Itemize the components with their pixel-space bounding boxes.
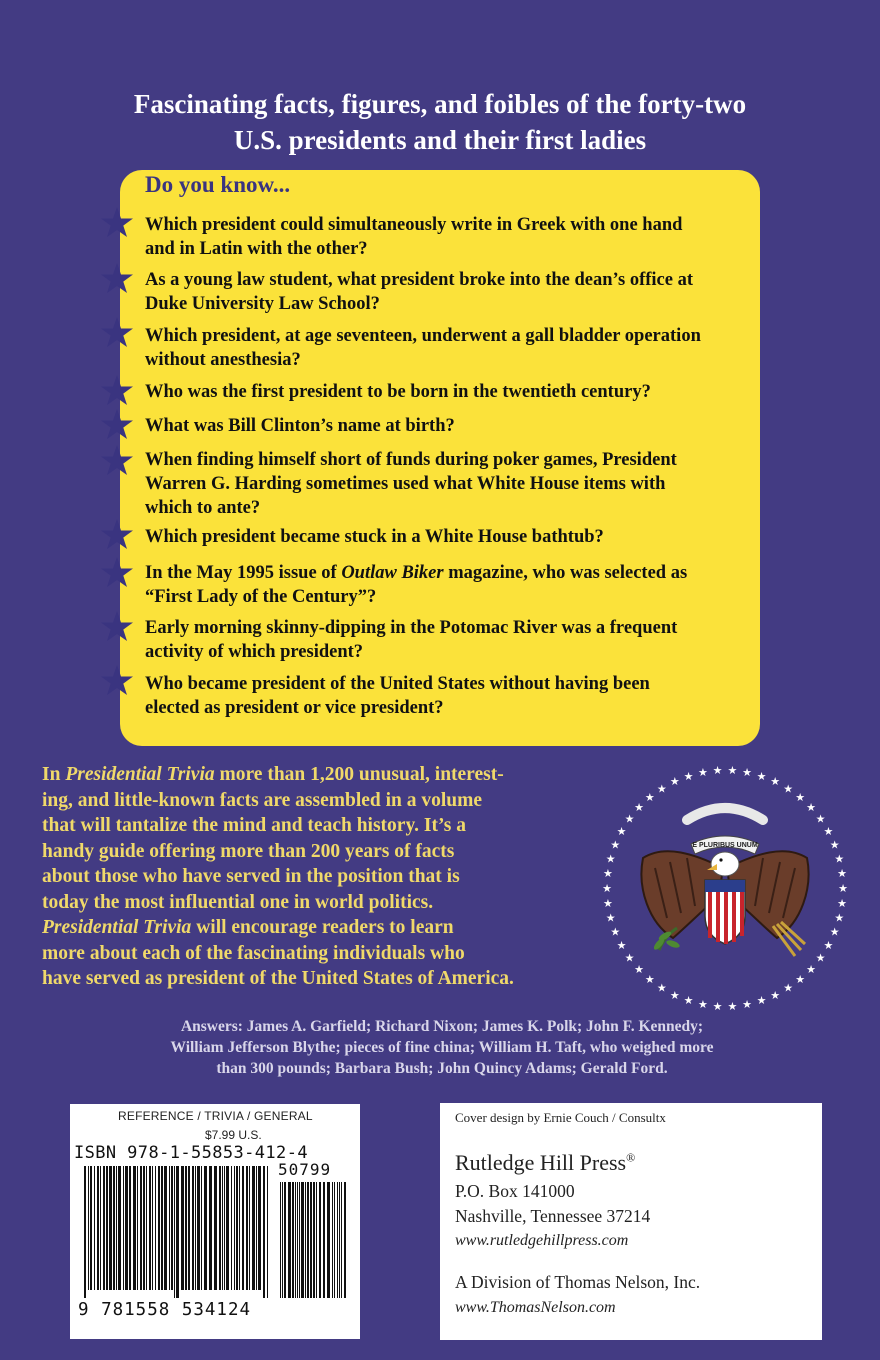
ring-star-icon: ★ [634, 801, 644, 815]
barcode-bar [234, 1166, 235, 1290]
ring-star-icon: ★ [712, 764, 723, 778]
book-title: Presidential Trivia [65, 764, 215, 785]
ring-star-icon: ★ [644, 791, 655, 805]
question-line: and in Latin with the other? [145, 239, 368, 259]
barcode-bar [219, 1166, 221, 1290]
question-line: Which president, at age seventeen, underwent a gall bladder operation [145, 326, 701, 346]
barcode-bar [100, 1166, 101, 1290]
question-line: Who became president of the United States without having been [145, 674, 650, 694]
ring-star-icon: ★ [823, 938, 834, 952]
ring-star-icon: ★ [806, 962, 816, 976]
question-line: Early morning skinny-dipping in the Potomac River was a frequent [145, 618, 678, 638]
question-line: Who was the first president to be born in the twentieth century? [145, 382, 651, 402]
book-title: Presidential Trivia [42, 917, 192, 938]
addon-bar [305, 1182, 306, 1298]
ring-star-icon: ★ [795, 972, 806, 986]
barcode-bar [97, 1166, 99, 1290]
barcode-bar [116, 1166, 117, 1290]
question-line: elected as president or vice president? [145, 698, 444, 718]
ring-star-icon: ★ [829, 925, 840, 939]
barcode-bar [258, 1166, 261, 1290]
ring-star-icon: ★ [616, 825, 627, 839]
barcode-bar [214, 1166, 217, 1290]
question-1 [145, 213, 750, 261]
addon-bar [282, 1182, 283, 1298]
barcode-bar [174, 1166, 175, 1298]
question-line: Duke University Law School? [145, 294, 380, 314]
panel-heading: Do you know... [145, 172, 291, 197]
question-line: Which president could simultaneously write in Greek with one hand [145, 215, 683, 235]
barcode-bar [249, 1166, 250, 1290]
star-icon [100, 444, 134, 478]
barcode-bar [109, 1166, 112, 1290]
question-text: In the May 1995 issue of [145, 563, 342, 583]
barcode-bar [149, 1166, 151, 1290]
ean-bars [84, 1166, 268, 1298]
eagle-head [711, 852, 739, 876]
ring-star-icon: ★ [770, 775, 781, 789]
ring-star-icon: ★ [756, 994, 767, 1008]
ring-star-icon: ★ [829, 838, 840, 852]
blurb-line: that will tantalize the mind and teach history. It’s a [42, 815, 466, 836]
ring-star-icon: ★ [683, 769, 694, 783]
barcode-bar [137, 1166, 138, 1290]
barcode-bar [103, 1166, 105, 1290]
price: $7.99 U.S. [205, 1128, 262, 1142]
ring-star-icon: ★ [683, 994, 694, 1008]
barcode-bars [78, 1166, 354, 1300]
ring-star-icon: ★ [616, 938, 627, 952]
ring-star-icon: ★ [834, 911, 845, 925]
tagline-line-2: U.S. presidents and their first ladies [233, 125, 647, 155]
tagline-line-1: Fascinating facts, figures, and foibles of the forty-two [133, 89, 747, 119]
addon-bar [341, 1182, 342, 1298]
ring-star-icon: ★ [634, 962, 644, 976]
isbn: ISBN 978-1-55853-412-4 [74, 1143, 308, 1163]
question-line: Which president became stuck in a White House bathtub? [145, 527, 604, 547]
ring-star-icon: ★ [712, 999, 723, 1013]
question-line: As a young law student, what president broke into the dean’s office at [145, 270, 694, 290]
addon-bar [280, 1182, 281, 1298]
addon-bar [288, 1182, 291, 1298]
addon-bar [339, 1182, 340, 1298]
addon-bar [297, 1182, 298, 1298]
barcode-bar [158, 1166, 160, 1290]
ring-star-icon: ★ [783, 782, 794, 796]
question-3 [145, 324, 750, 372]
publisher-division: A Division of Thomas Nelson, Inc. [455, 1272, 701, 1292]
blurb-text: will encourage readers to learn [191, 917, 454, 938]
addon-bar [316, 1182, 317, 1298]
ring-star-icon: ★ [602, 882, 612, 895]
barcode-bar [256, 1166, 257, 1290]
barcode-bar [181, 1166, 184, 1290]
addon-bar [292, 1182, 294, 1298]
barcode-bar [169, 1166, 170, 1290]
ring-star-icon: ★ [656, 782, 667, 796]
ring-star-icon: ★ [806, 801, 816, 815]
ring-star-icon: ★ [602, 867, 613, 881]
barcode-bar [84, 1166, 86, 1298]
ring-star-icon: ★ [770, 988, 781, 1002]
question-text: magazine, who was selected as [443, 563, 688, 583]
barcode-bar [209, 1166, 212, 1290]
barcode-bar [106, 1166, 108, 1290]
star-icon [100, 262, 134, 296]
star-icon [100, 664, 134, 698]
cloud-arc [687, 808, 763, 820]
barcode-bar [129, 1166, 131, 1290]
barcode-bar [143, 1166, 145, 1290]
addon-bar [323, 1182, 325, 1298]
barcode-bar [242, 1166, 244, 1290]
ring-star-icon: ★ [837, 896, 848, 910]
answers [72, 1016, 812, 1079]
publisher-address-2: Nashville, Tennessee 37214 [455, 1206, 651, 1226]
barcode-bar [231, 1166, 232, 1290]
barcode-bar [146, 1166, 147, 1290]
barcode-bar [118, 1166, 121, 1290]
blurb-line [42, 915, 617, 941]
question-6 [145, 448, 750, 520]
motto-text: E PLURIBUS UNUM [692, 842, 758, 849]
barcode-bar [113, 1166, 115, 1290]
barcode-bar [171, 1166, 173, 1290]
blurb-line: about those who have served in the position that is [42, 866, 460, 887]
question-9 [145, 616, 750, 664]
question-10 [145, 672, 750, 720]
answers-line: William Jefferson Blythe; pieces of fine china; William H. Taft, who weighed more [170, 1039, 714, 1056]
blurb-line: have served as president of the United States of America. [42, 968, 514, 989]
ring-star-icon: ★ [669, 775, 680, 789]
barcode-bar [155, 1166, 156, 1290]
addon-bar [284, 1182, 286, 1298]
barcode-bar [123, 1166, 124, 1290]
addon-bar [307, 1182, 309, 1298]
addon-bar [310, 1182, 312, 1298]
blurb-line [42, 762, 617, 788]
addon-bar [337, 1182, 338, 1298]
barcode-bar [236, 1166, 238, 1290]
blurb-line: ing, and little-known facts are assembled in a volume [42, 789, 483, 811]
barcode-bar [204, 1166, 207, 1290]
barcode-bar [90, 1166, 92, 1290]
question-line: activity of which president? [145, 642, 364, 662]
question-4 [145, 380, 750, 404]
ring-star-icon: ★ [742, 766, 753, 780]
publisher-address-1: P.O. Box 141000 [455, 1181, 575, 1201]
book-description [42, 762, 617, 992]
addon-bar [313, 1182, 315, 1298]
blurb-line: more about each of the fascinating individuals who [42, 942, 465, 964]
barcode-bar [246, 1166, 248, 1290]
seal-graphic [595, 758, 855, 1018]
addon-bar [332, 1182, 333, 1298]
question-line: Warren G. Harding sometimes used what White House items with [145, 474, 666, 494]
question-8 [145, 561, 750, 609]
ring-star-icon: ★ [610, 925, 621, 939]
question-line: What was Bill Clinton’s name at birth? [145, 416, 455, 436]
ring-star-icon: ★ [727, 999, 738, 1013]
ring-star-icon: ★ [656, 981, 667, 995]
blurb-line: today the most influential one in world politics. [42, 891, 434, 913]
answers-line: than 300 pounds; Barbara Bush; John Quincy Adams; Gerald Ford. [216, 1060, 668, 1077]
presidential-seal [595, 758, 855, 1018]
addon-bar [295, 1182, 296, 1298]
barcode-bar [140, 1166, 142, 1290]
ring-star-icon: ★ [838, 882, 848, 895]
barcode-bar [201, 1166, 202, 1290]
ring-star-icon: ★ [834, 852, 845, 866]
barcode-bar [192, 1166, 194, 1290]
ring-star-icon: ★ [727, 764, 738, 778]
barcode-bar [226, 1166, 229, 1290]
ring-star-icon: ★ [624, 951, 635, 965]
barcode-bar [164, 1166, 167, 1290]
addon-bar [301, 1182, 304, 1298]
barcode-bar [88, 1166, 89, 1290]
price-code: 50799 [278, 1160, 332, 1179]
ring-star-icon: ★ [624, 812, 635, 826]
answers-line: Answers: James A. Garfield; Richard Nixon; James K. Polk; John F. Kennedy; [180, 1018, 704, 1035]
parent-website: www.ThomasNelson.com [455, 1299, 616, 1316]
question-line: without anesthesia? [145, 350, 301, 370]
barcode-bar [152, 1166, 153, 1290]
barcode-bar [252, 1166, 255, 1290]
ring-star-icon: ★ [823, 825, 834, 839]
question-line: When finding himself short of funds during poker games, President [145, 450, 677, 470]
question-7 [145, 525, 750, 549]
book-category: REFERENCE / TRIVIA / GENERAL [118, 1109, 313, 1123]
blurb-text: In [42, 764, 66, 785]
barcode-bar [239, 1166, 240, 1290]
question-line: “First Lady of the Century”? [145, 587, 377, 607]
ring-star-icon: ★ [815, 812, 826, 826]
barcode-bar [185, 1166, 187, 1290]
barcode-bar [197, 1166, 200, 1290]
barcode-bar [224, 1166, 225, 1290]
addon-bar [344, 1182, 346, 1298]
addon-bar [319, 1182, 321, 1298]
registered-mark: ® [626, 1150, 636, 1165]
ring-star-icon: ★ [697, 766, 708, 780]
star-icon [100, 610, 134, 644]
barcode-bar [176, 1166, 179, 1298]
ring-star-icon: ★ [837, 867, 848, 881]
addon-bar [334, 1182, 335, 1298]
ring-star-icon: ★ [815, 951, 826, 965]
barcode-bar [195, 1166, 196, 1290]
ring-star-icon: ★ [795, 791, 806, 805]
ring-star-icon: ★ [610, 838, 621, 852]
ring-star-icon: ★ [783, 981, 794, 995]
ring-star-icon: ★ [605, 911, 616, 925]
barcode-bar [188, 1166, 190, 1290]
star-icon [100, 374, 134, 408]
publisher-website: www.rutledgehillpress.com [455, 1232, 629, 1249]
ring-star-icon: ★ [697, 997, 708, 1011]
publisher-name [455, 1150, 635, 1176]
tagline [40, 86, 840, 158]
ring-star-icon: ★ [669, 988, 680, 1002]
barcode-bar [267, 1166, 268, 1298]
cover-credit: Cover design by Ernie Couch / Consultx [455, 1110, 666, 1125]
star-icon [100, 556, 134, 590]
question-5 [145, 414, 750, 438]
barcode-bar [161, 1166, 163, 1290]
barcode-bar [133, 1166, 136, 1290]
barcode-bar [125, 1166, 128, 1290]
star-icon [100, 316, 134, 350]
question-line [145, 561, 750, 585]
ring-star-icon: ★ [605, 852, 616, 866]
addon-bar [327, 1182, 330, 1298]
publisher-name-text: Rutledge Hill Press [455, 1150, 627, 1175]
barcode-bar [263, 1166, 265, 1298]
blurb-line: handy guide offering more than 200 years of facts [42, 840, 455, 862]
blurb-text: more than 1,200 unusual, interest- [214, 764, 504, 785]
ring-star-icon: ★ [602, 896, 613, 910]
star-icon [100, 206, 134, 240]
question-2 [145, 268, 750, 316]
ring-star-icon: ★ [756, 769, 767, 783]
addon-bars [280, 1182, 346, 1298]
ring-star-icon: ★ [742, 997, 753, 1011]
addon-bar [299, 1182, 300, 1298]
barcode-digits: 9 781558 534124 [78, 1300, 252, 1320]
barcode-bar [94, 1166, 95, 1290]
magazine-title: Outlaw Biker [341, 563, 444, 583]
question-line: which to ante? [145, 498, 261, 518]
star-icon [100, 518, 134, 552]
star-icon [100, 408, 134, 442]
barcode-bar [222, 1166, 223, 1290]
ring-star-icon: ★ [644, 972, 655, 986]
